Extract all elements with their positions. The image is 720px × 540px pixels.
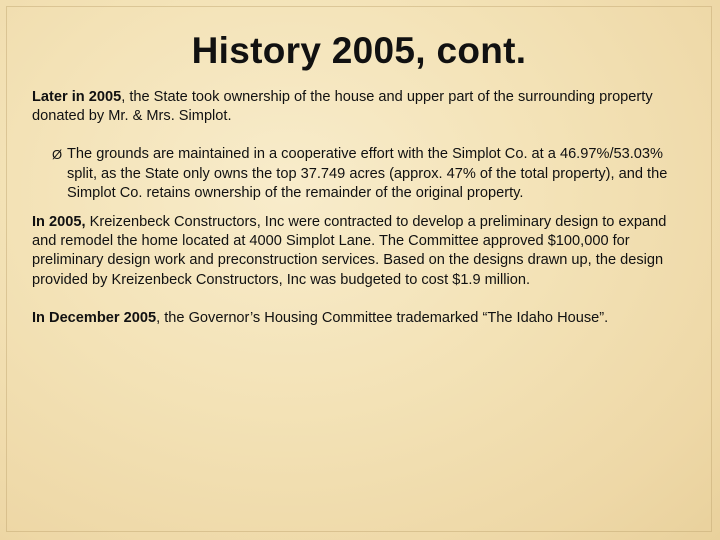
bullet-item-grounds [32, 145, 692, 203]
paragraph-text: Kreizenbeck Constructors, Inc were contracted to develop a preliminary design to expand and remodel the home located at 4000 Simplot Lane. The Committee approved $100,000 for preliminary design work and preconstruction services. Based on the designs drawn up, the design provided by Kreizenbeck Constructors, Inc was budgeted to cost $1.9 million. [32, 214, 667, 288]
slide-body [32, 88, 692, 328]
paragraph-lead: In December 2005 [32, 309, 157, 326]
slide-title [0, 30, 720, 72]
slide-title-text: History 2005, cont. [191, 30, 527, 71]
paragraph-text: , the Governor’s Housing Committee trademarked “The Idaho House”. [156, 309, 609, 326]
paragraph-lead: In 2005, [32, 214, 86, 231]
paragraph-lead: Later in 2005 [32, 89, 122, 105]
paragraph-in-2005 [32, 213, 692, 290]
paragraph-later-2005 [32, 88, 692, 126]
bullet-text: The grounds are maintained in a cooperative effort with the Simplot Co. at a 46.97%/53.03% split, as the State only owns the top 37.749 acres (approx. 47% of the total property), and the Simplot Co. retains ownership of the remainder of the original property. [67, 146, 668, 201]
paragraph-text: , the State took ownership of the house and upper part of the surrounding property donated by Mr. & Mrs. Simplot. [32, 89, 653, 125]
arrow-bullet-icon: Ø [52, 147, 63, 163]
paragraph-december-2005 [32, 309, 692, 328]
